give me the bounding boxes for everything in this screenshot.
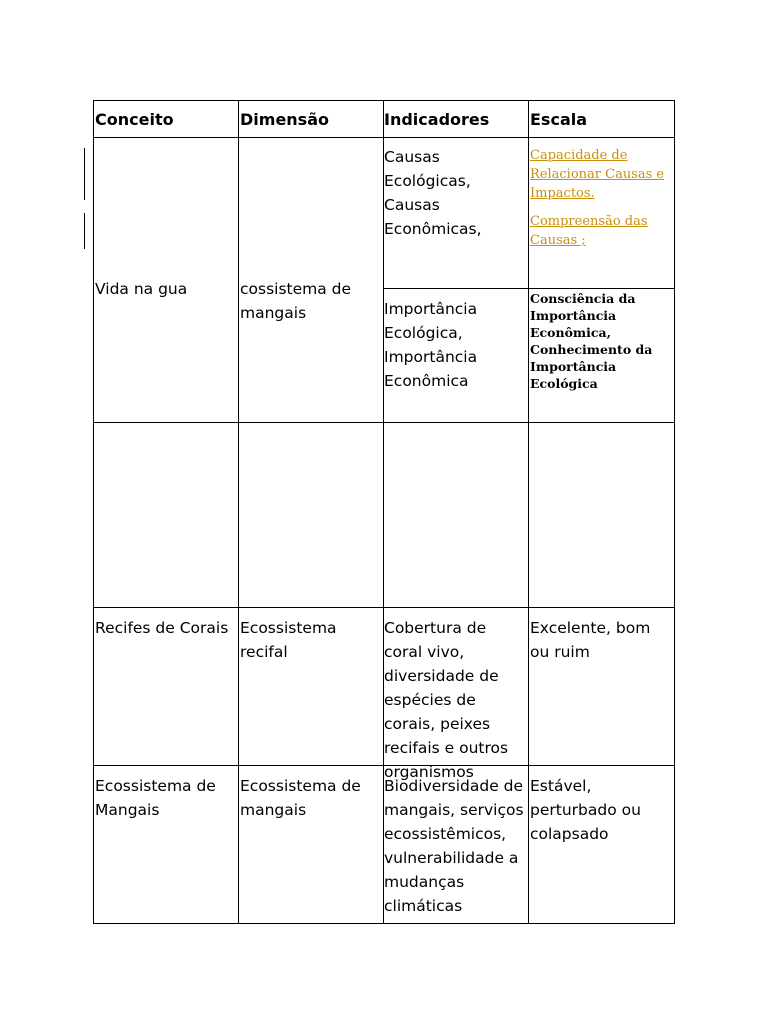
row4-indicadores: Biodiversidade de mangais, serviços ecossistêmicos, vulnerabilidade a mudanças climáticas bbox=[384, 777, 524, 915]
table-border-top bbox=[93, 100, 675, 101]
row3-conceito: Recifes de Corais bbox=[95, 619, 229, 637]
header-conceito: Conceito bbox=[95, 110, 174, 129]
column-divider-3 bbox=[528, 100, 529, 924]
table-border-left bbox=[93, 100, 94, 924]
row1-escala-a bbox=[530, 146, 672, 203]
escala-link-compreensao[interactable]: Compreensão das Causas bbox=[530, 214, 648, 248]
row1-indicadores-a: Causas Ecológicas, Causas Econômicas, bbox=[384, 148, 482, 238]
row3-dimensao: Ecossistema recifal bbox=[240, 619, 337, 661]
row1-divider bbox=[93, 422, 675, 423]
row1-escala-a2 bbox=[530, 212, 672, 250]
row4-dimensao: Ecossistema de mangais bbox=[240, 777, 361, 819]
header-indicadores: Indicadores bbox=[384, 110, 490, 129]
escala-link-capacidade[interactable]: Capacidade de Relacionar Causas e Impactos. bbox=[530, 148, 665, 201]
row1-escala-b: Consciência da Importância Econômica, Conhecimento da Importância Ecológica bbox=[530, 291, 653, 391]
header-dimensao: Dimensão bbox=[240, 110, 329, 129]
row4-escala: Estável, perturbado ou colapsado bbox=[530, 777, 641, 843]
row3-escala: Excelente, bom ou ruim bbox=[530, 619, 651, 661]
row3-indicadores: Cobertura de coral vivo, diversidade de espécies de corais, peixes recifais e outros organismos bbox=[384, 619, 509, 781]
row2-divider bbox=[93, 607, 675, 608]
column-divider-1 bbox=[238, 100, 239, 924]
escala-link-suffix: ; bbox=[577, 233, 586, 248]
revision-mark bbox=[84, 148, 85, 200]
header-escala: Escala bbox=[530, 110, 588, 129]
revision-mark bbox=[84, 213, 85, 249]
row1-dimensao: cossistema de mangais bbox=[240, 280, 352, 322]
row1-indicadores-b: Importância Ecológica, Importância Econômica bbox=[384, 300, 478, 390]
row4-conceito: Ecossistema de Mangais bbox=[95, 777, 216, 819]
header-divider bbox=[93, 137, 675, 138]
table-border-right bbox=[674, 100, 675, 924]
row1-conceito: Vida na gua bbox=[95, 280, 188, 298]
table-border-bottom bbox=[93, 923, 675, 924]
row1-inner-divider bbox=[383, 288, 675, 289]
